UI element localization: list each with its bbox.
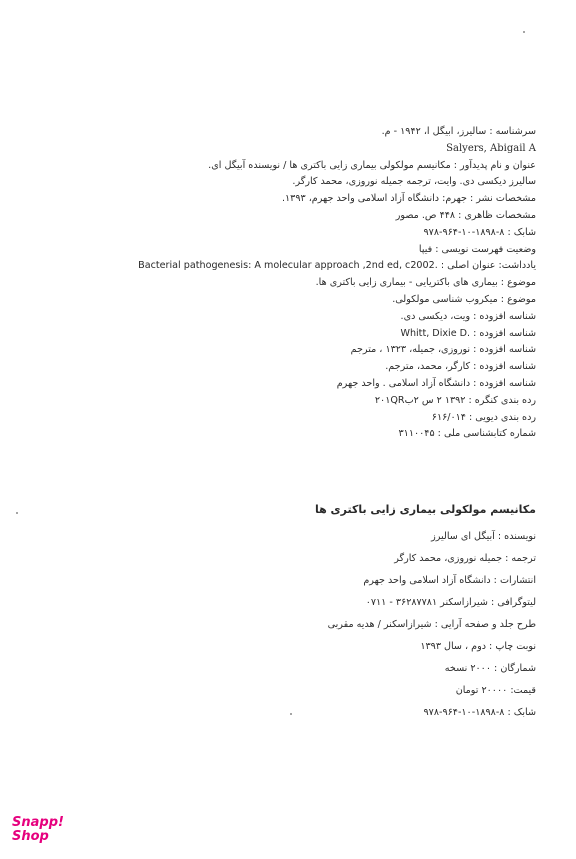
- cip-line-added-entry-4: شناسه افزوده : کارگر، محمد، مترجم.: [385, 361, 536, 373]
- cip-line-subject-2: موضوع : میکروب شناسی مولکولی.: [392, 293, 536, 305]
- logo-line-2: Shop: [12, 829, 49, 844]
- imprint-price: قیمت: ۲۰۰۰۰ تومان: [455, 685, 536, 696]
- cip-line-dewey: رده بندی دیویی : ۶۱۶/۰۱۴: [431, 411, 536, 423]
- imprint-print-run: شمارگان : ۲۰۰۰ نسخه: [444, 663, 536, 674]
- book-title: مکانیسم مولکولی بیماری زایی باکتری ها: [314, 503, 536, 516]
- cip-line-physical: مشخصات ظاهری : ۴۴۸ ص. مصور: [395, 209, 536, 221]
- imprint-block: [36, 500, 536, 724]
- imprint-lithography: لیتوگرافی : شیرازاسکنر ۳۶۲۸۷۷۸۱ - ۰۷۱۱: [365, 597, 536, 608]
- cip-author-latin-text: Salyers, Abigail A: [446, 142, 536, 154]
- cip-line-lc-class: رده بندی کنگره : ۱۳۹۲ ۲ س ۲ب۲۰۱QR: [374, 394, 536, 406]
- cip-line-added-entry-3: شناسه افزوده : نوروزی، جمیله، ۱۳۲۳ ، مترجم: [350, 344, 536, 356]
- imprint-translators: ترجمه : جمیله نوروزی، محمد کارگر: [394, 553, 536, 564]
- cip-line-added-entry-5: شناسه افزوده : دانشگاه آزاد اسلامی . واحد جهرم: [336, 377, 536, 389]
- imprint-cover-design: طرح جلد و صفحه آرایی : شیرازاسکنر / هدیه مقربی: [327, 619, 536, 630]
- cip-line-author-latin: [36, 141, 536, 158]
- cip-line-publisher: مشخصات نشر : جهرم: دانشگاه آزاد اسلامی واحد جهرم، ۱۳۹۳.: [281, 193, 536, 205]
- cip-line-status: وضعیت فهرست نویسی : فیپا: [418, 243, 536, 255]
- cip-line-subject-1: موضوع : بیماری های باکتریایی - بیماری زایی باکتری ها.: [315, 277, 536, 289]
- cip-line-title-cont: سالیرز دیکسی دی. وایت، ترجمه جمیله نوروزی، محمد کارگر.: [292, 176, 536, 188]
- imprint-author: نویسنده : آبیگل ای سالیرز: [431, 531, 536, 542]
- cip-line-national-number: شماره کتابشناسی ملی : ۳۱۱۰۰۴۵: [398, 428, 536, 440]
- scan-speck: [16, 512, 18, 514]
- cip-line-title: عنوان و نام پدیدآور : مکانیسم مولکولی بیماری زایی باکتری ها / نویسنده آبیگل ای.: [208, 159, 536, 171]
- scan-speck: [523, 31, 525, 33]
- imprint-isbn: شابک : ۸-۱۸۹۸-۱۰-۹۶۴-۹۷۸: [423, 707, 536, 718]
- cip-line-note: یادداشت: عنوان اصلی : .Bacterial pathogenesis: A molecular approach ,2nd ed, c2002: [138, 260, 536, 272]
- cip-line-added-entry-2: شناسه افزوده : .Whitt, Dixie D: [400, 327, 536, 339]
- cip-line-added-entry-1: شناسه افزوده : ویت، دیکسی دی.: [400, 310, 536, 322]
- cip-line-isbn: شابک : ۸-۱۸۹۸-۱۰-۹۶۴-۹۷۸: [423, 226, 536, 238]
- logo-line-1: Snapp!: [12, 815, 64, 830]
- cip-line-heading: سرشناسه : سالیرز، ابیگل ا، ۱۹۴۲ - م.: [381, 126, 536, 137]
- cip-catalog-block: [36, 124, 536, 443]
- imprint-edition: نوبت چاپ : دوم ، سال ۱۳۹۳: [420, 641, 536, 652]
- scan-speck: [290, 713, 292, 715]
- snapp-shop-logo: [12, 816, 82, 844]
- imprint-publisher: انتشارات : دانشگاه آزاد اسلامی واحد جهرم: [363, 575, 536, 586]
